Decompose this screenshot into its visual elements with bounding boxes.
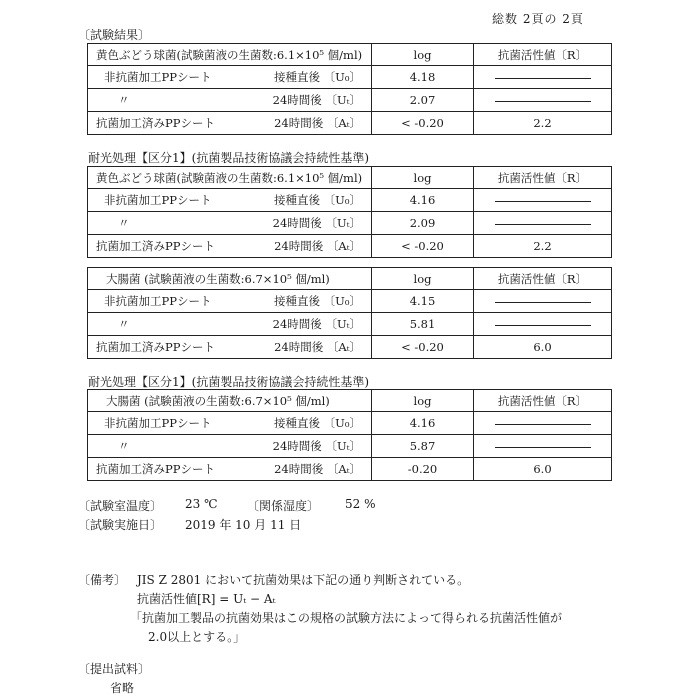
sample-name: 非抗菌加工PPシート [104,294,212,308]
log-value: 2.07 [372,89,474,112]
table-row [88,336,612,359]
results-table-1 [87,43,612,135]
condition: 24時間後 〔Uₜ〕 [272,439,361,453]
sample-name: 抗菌加工済みPPシート [96,116,215,130]
organism-header: 黄色ぶどう球菌(試験菌液の生菌数:6.1×10⁵ 個/ml) [88,167,372,189]
table-row [88,189,612,212]
activity-dash [474,212,612,235]
log-value: < -0.20 [372,112,474,135]
humidity-label: 〔関係湿度〕 [247,499,320,513]
activity-dash [474,412,612,435]
log-value: -0.20 [372,458,474,481]
sample-name: 抗菌加工済みPPシート [96,340,215,354]
condition: 24時間後 〔Aₜ〕 [274,462,361,476]
activity-value: 2.2 [474,112,612,135]
sample-name: 〃 [118,439,130,453]
section-title: 耐光処理【区分1】(抗菌製品技術協議会持続性基準) [88,151,370,165]
sample-name: 抗菌加工済みPPシート [96,462,215,476]
condition: 24時間後 〔Aₜ〕 [274,340,361,354]
activity-dash [474,89,612,112]
table-row [88,435,612,458]
table-row [88,458,612,481]
organism-header: 大腸菌 (試験菌液の生菌数:6.7×10⁵ 個/ml) [88,390,372,412]
condition: 24時間後 〔Uₜ〕 [272,93,361,107]
log-value: 5.81 [372,313,474,336]
activity-dash [474,290,612,313]
results-table-4 [87,389,612,481]
condition: 24時間後 〔Aₜ〕 [274,239,361,253]
remarks-label: 〔備考〕 [78,573,127,587]
results-table-3 [87,267,612,359]
activity-dash [474,66,612,89]
table-row [88,412,612,435]
log-value: 2.09 [372,212,474,235]
condition: 接種直後 〔U₀〕 [274,193,361,207]
sample-name: 〃 [118,93,130,107]
log-value: 4.18 [372,66,474,89]
condition: 接種直後 〔U₀〕 [274,70,361,84]
sample-name: 〃 [118,216,130,230]
test-date-value: 2019 年 10 月 11 日 [185,518,302,532]
activity-value: 2.2 [474,235,612,258]
log-value: 4.15 [372,290,474,313]
test-date-label: 〔試験実施日〕 [78,518,163,532]
log-value: < -0.20 [372,235,474,258]
remarks-quote: 「抗菌加工製品の抗菌効果はこの規格の試験方法によって得られる抗菌活性値が [130,611,563,625]
activity-dash [474,189,612,212]
condition: 接種直後 〔U₀〕 [274,294,361,308]
log-header: log [372,44,474,66]
activity-value: 6.0 [474,458,612,481]
activity-dash [474,435,612,458]
log-header: log [372,167,474,189]
results-heading: 〔試験結果〕 [78,28,151,42]
condition: 24時間後 〔Aₜ〕 [274,116,361,130]
temperature-label: 〔試験室温度〕 [78,499,163,513]
temperature-value: 23 ℃ [185,497,218,511]
table-row [88,235,612,258]
log-header: log [372,268,474,290]
condition: 接種直後 〔U₀〕 [274,416,361,430]
table-row [88,112,612,135]
log-header: log [372,390,474,412]
log-value: 5.87 [372,435,474,458]
activity-header: 抗菌活性値〔R〕 [474,44,612,66]
remarks-line-1: JIS Z 2801 において抗菌効果は下記の通り判断されている。 [137,573,470,587]
sample-name: 〃 [118,317,130,331]
condition: 24時間後 〔Uₜ〕 [272,216,361,230]
table-row [88,212,612,235]
condition: 24時間後 〔Uₜ〕 [272,317,361,331]
log-value: 4.16 [372,189,474,212]
organism-header: 黄色ぶどう球菌(試験菌液の生菌数:6.1×10⁵ 個/ml) [88,44,372,66]
sample-name: 非抗菌加工PPシート [104,193,212,207]
table-row [88,89,612,112]
table-row [88,313,612,336]
organism-header: 大腸菌 (試験菌液の生菌数:6.7×10⁵ 個/ml) [88,268,372,290]
section-title: 耐光処理【区分1】(抗菌製品技術協議会持続性基準) [88,375,370,389]
activity-value: 6.0 [474,336,612,359]
sample-name: 非抗菌加工PPシート [104,70,212,84]
remarks-formula: 抗菌活性値[R] = Uₜ − Aₜ [137,592,276,606]
log-value: 4.16 [372,412,474,435]
table-row [88,66,612,89]
results-table-2 [87,166,612,258]
activity-header: 抗菌活性値〔R〕 [474,268,612,290]
submitted-samples-value: 省略 [110,681,135,695]
activity-dash [474,313,612,336]
activity-header: 抗菌活性値〔R〕 [474,390,612,412]
sample-name: 非抗菌加工PPシート [104,416,212,430]
sample-name: 抗菌加工済みPPシート [96,239,215,253]
page-count: 総数 2頁の 2頁 [492,12,584,26]
table-row [88,290,612,313]
log-value: < -0.20 [372,336,474,359]
activity-header: 抗菌活性値〔R〕 [474,167,612,189]
remarks-quote-end: 2.0以上とする。」 [148,630,246,644]
humidity-value: 52 % [345,497,376,511]
submitted-samples-label: 〔提出試料〕 [78,662,151,676]
